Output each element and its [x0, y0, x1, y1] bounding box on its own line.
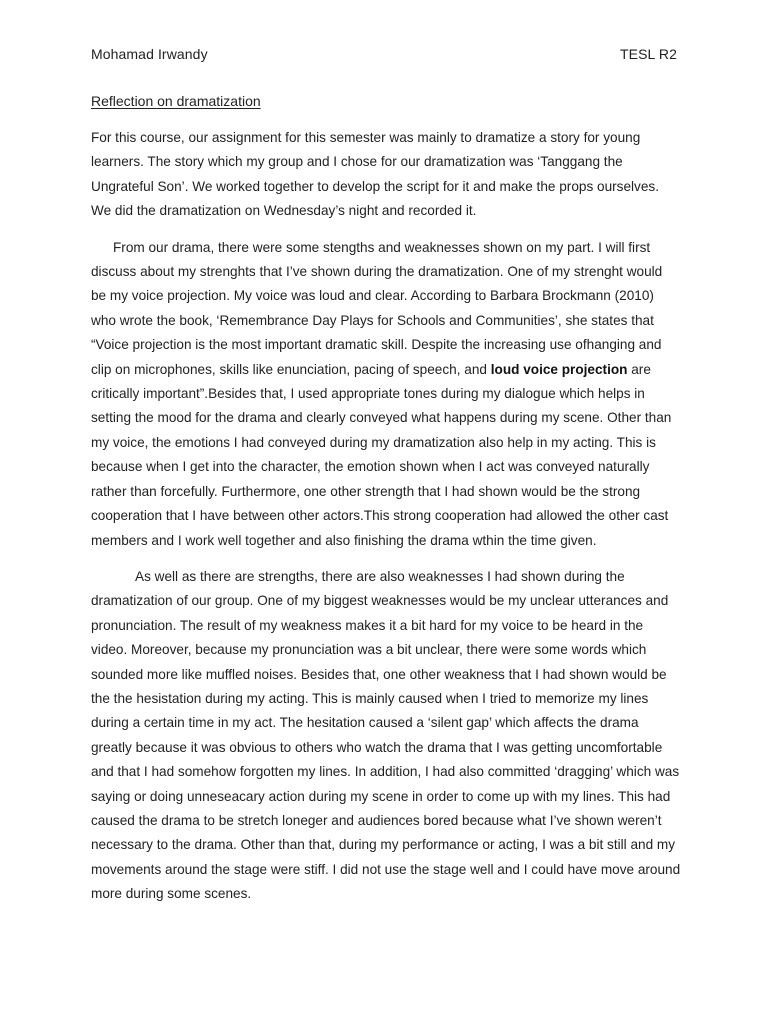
document-body [91, 126, 681, 919]
paragraph-intro: For this course, our assignment for this semester was mainly to dramatize a story for young learners. The story which my group and I chose for our dramatization was ‘Tanggang the Ungrateful Son’. We worked together to develop the script for it and make the props ourselves. We did the dramatization on Wednesday’s night and recorded it. [91, 130, 659, 219]
paragraph-strengths-text-1: From our drama, there were some stengths and weaknesses shown on my part. I will first discuss about my strenghts that I’ve shown during the dramatization. One of my strenght would be my voice projection. My voice was loud and clear. According to Barbara Brockmann (2010) who wrote the book, ‘Remembrance Day Plays for Schools and Communities’, she states that “Voice projection is the most important dramatic skill. Despite the increasing use ofhanging and clip on microphones, skills like enunciation, pacing of speech, and [91, 239, 663, 377]
paragraph-weaknesses: As well as there are strengths, there are also weaknesses I had shown during the dramatization of our group. One of my biggest weaknesses would be my unclear utterances and pronunciation. The result of my weakness makes it a bit hard for my voice to be heard in the video. Moreover, because my pronunciation was a bit unclear, there were some words which sounded more like muffled noises. Besides that, one other weakness that I had shown would be the the hesistation during my acting. This is mainly caused when I tried to memorize my lines during a certain time in my act. The hesitation caused a ‘silent gap’ which affects the drama greatly because it was obvious to others who watch the drama that I was getting uncomfortable and that I had somehow forgotten my lines. In addition, I had also committed ‘dragging’ which was saying or doing unneseacary action during my scene in order to come up with my lines. This had caused the drama to be stretch loneger and audiences bored because what I’ve shown weren’t necessary to the drama. Other than that, during my performance or acting, I was a bit still and my movements around the stage were stiff. I did not use the stage well and I could have move around more during some scenes. [91, 568, 681, 902]
document-title: Reflection on dramatization [91, 93, 261, 109]
bold-phrase: loud voice projection [490, 361, 628, 377]
page-header [91, 44, 677, 64]
paragraph-strengths [91, 236, 681, 553]
paragraph-strengths-text-2: are critically important”.Besides that, I used appropriate tones during my dialogue which helps in setting the mood for the drama and clearly conveyed what happens during my scene. Other than my voice, the emotions I had conveyed during my dramatization also help in my acting. This is because when I get into the character, the emotion shown when I act was conveyed naturally rather than forcefully. Furthermore, one other strength that I had shown would be the strong cooperation that I have between other actors.This strong cooperation had allowed the other cast members and I work well together and also finishing the drama wthin the time given. [91, 361, 672, 548]
class-code: TESL R2 [620, 46, 677, 62]
author-name: Mohamad Irwandy [91, 46, 208, 62]
